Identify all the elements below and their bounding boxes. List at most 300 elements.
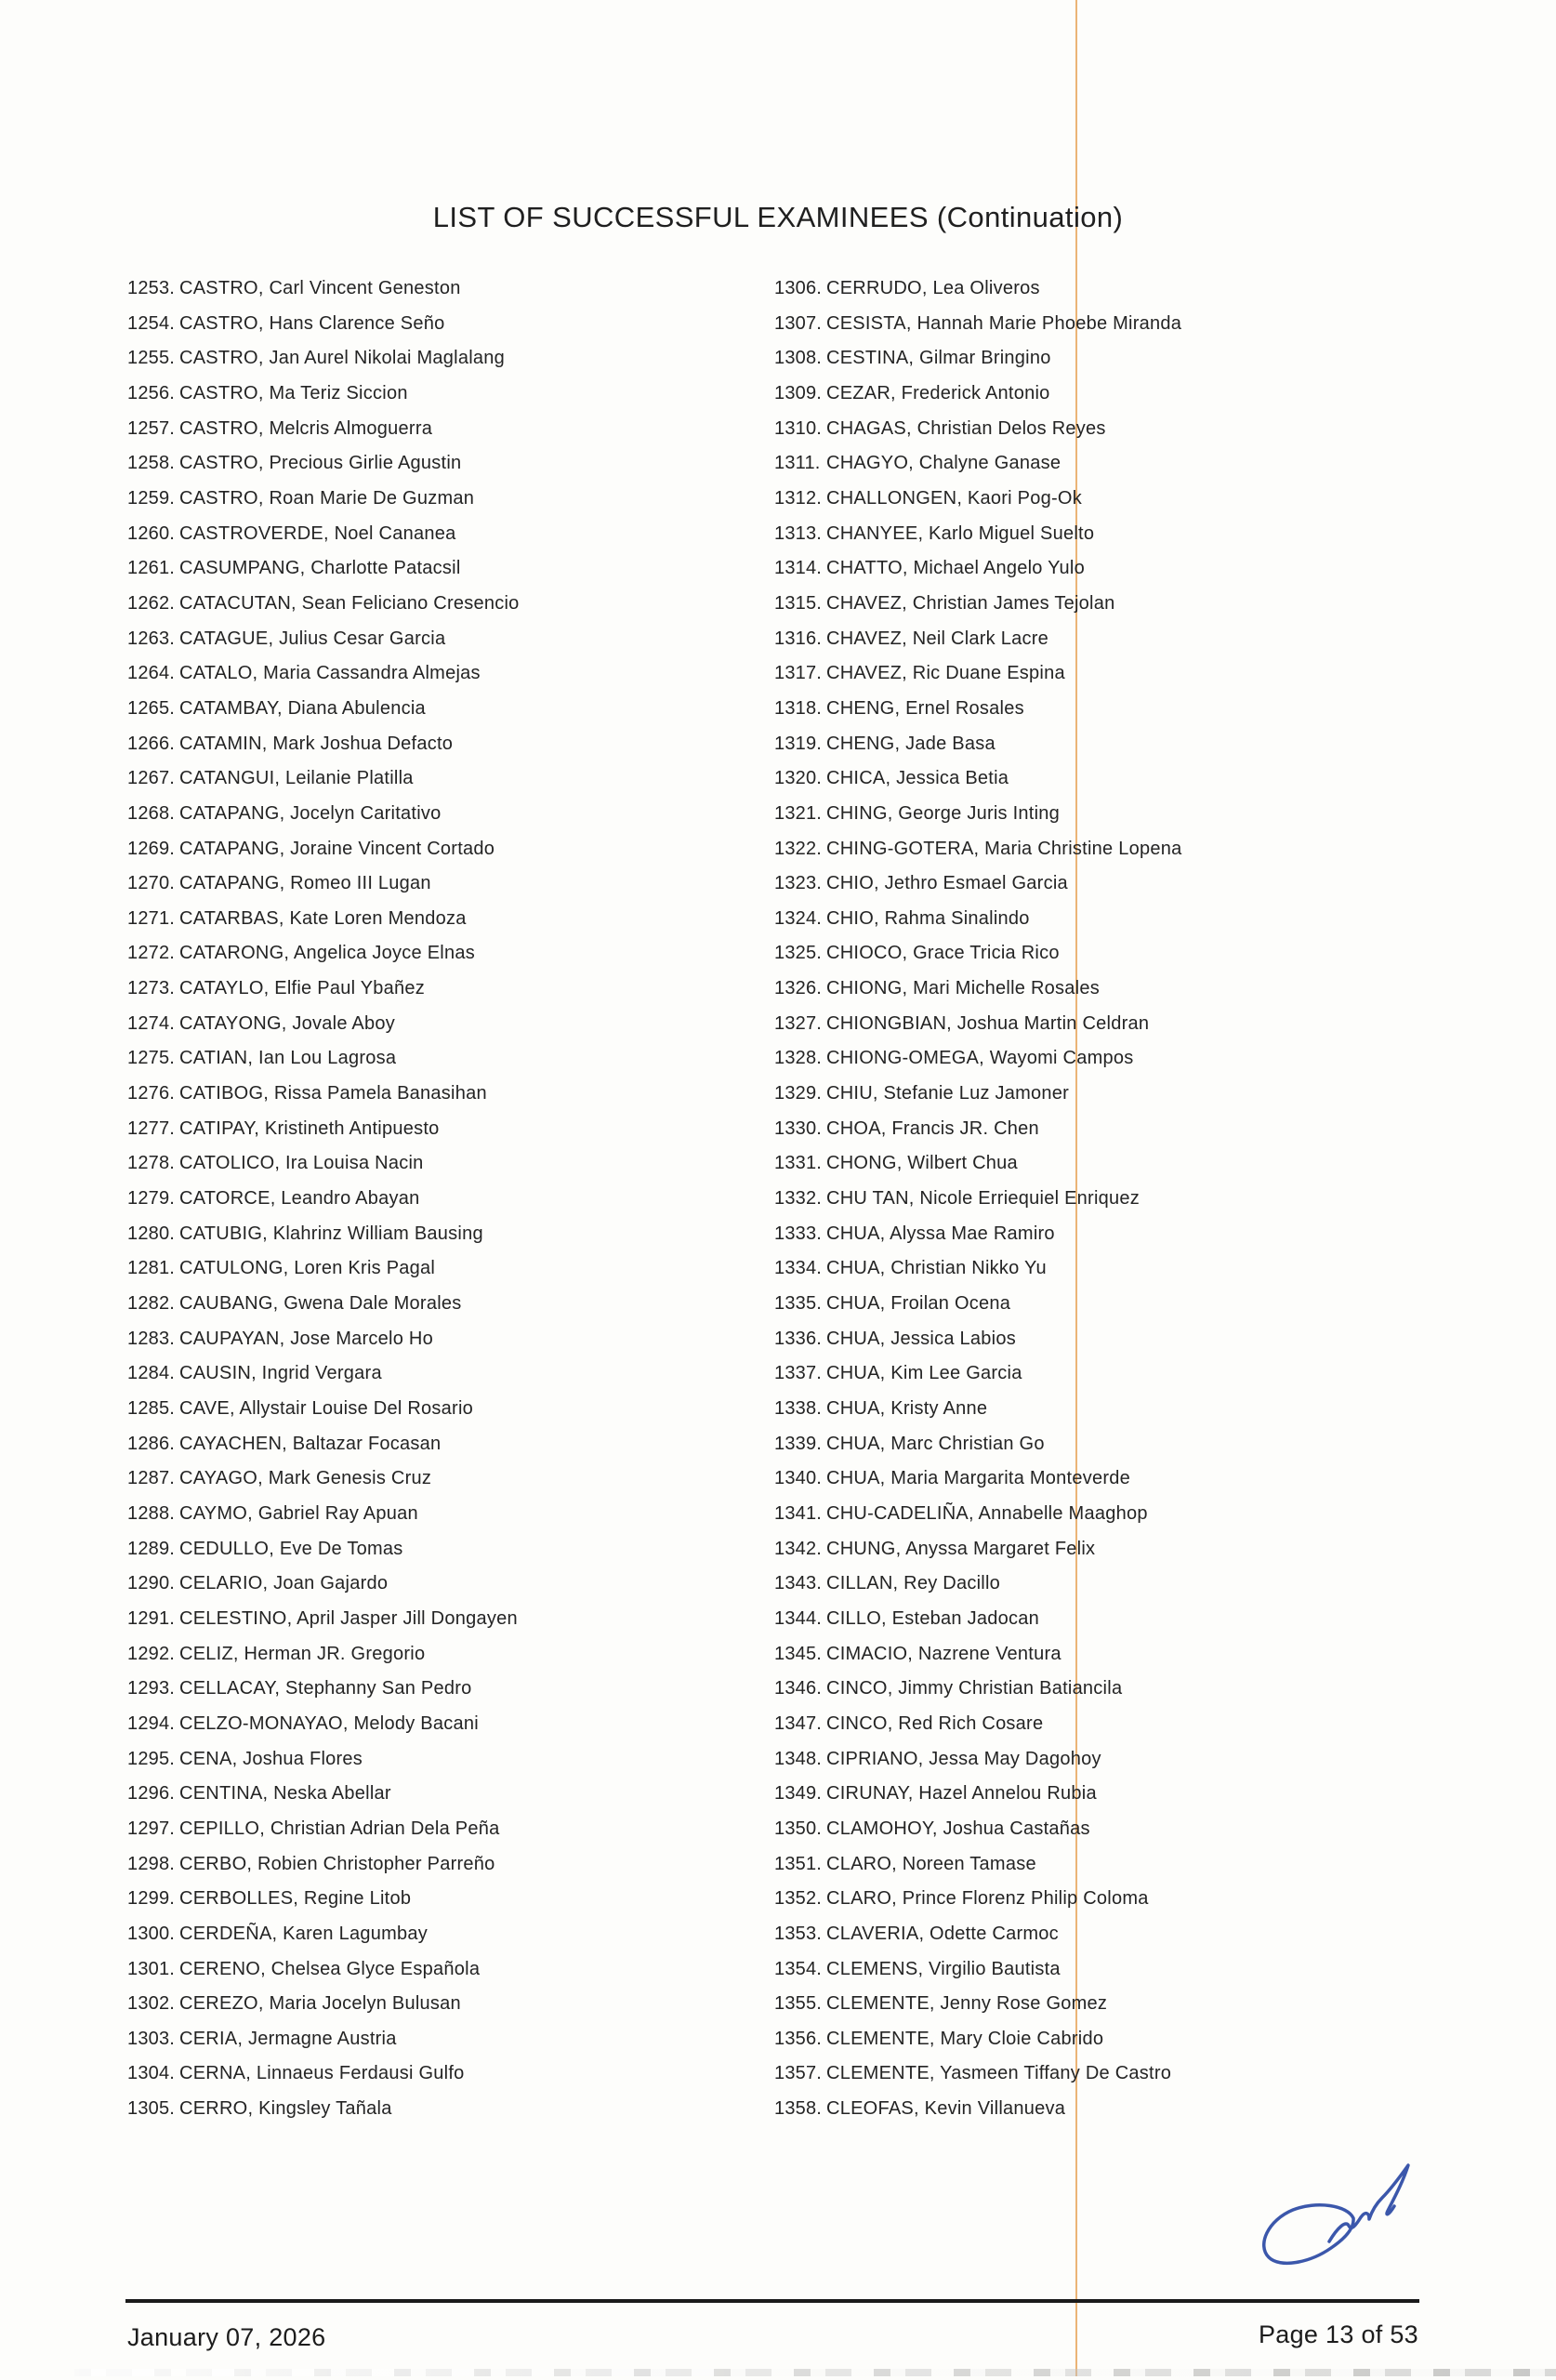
examinee-name: CHOA, Francis JR. Chen [826, 1117, 1039, 1139]
examinee-number: 1257. [127, 417, 176, 439]
examinee-row [127, 2092, 741, 2127]
examinee-number: 1260. [127, 522, 176, 544]
examinee-name: CINCO, Jimmy Christian Batiancila [826, 1678, 1123, 1699]
examinee-number: 1294. [127, 1712, 176, 1734]
examinee-list-left [127, 271, 741, 2127]
examinee-number: 1341. [774, 1502, 823, 1524]
examinee-name: CHUA, Kim Lee Garcia [826, 1363, 1022, 1384]
examinee-row [127, 271, 741, 307]
examinee-row [774, 341, 1481, 377]
examinee-number: 1342. [774, 1538, 823, 1559]
examinee-row [774, 1952, 1481, 1988]
examinee-number: 1253. [127, 278, 176, 298]
examinee-name: CATACUTAN, Sean Feliciano Cresencio [179, 592, 520, 614]
examinee-row [774, 622, 1481, 657]
examinee-number: 1288. [127, 1502, 176, 1524]
examinee-name: CAUSIN, Ingrid Vergara [179, 1363, 382, 1384]
examinee-number: 1347. [774, 1712, 823, 1734]
examinee-number: 1305. [127, 2098, 176, 2120]
examinee-name: CATAGUE, Julius Cesar Garcia [179, 628, 446, 649]
examinee-name: CHIO, Jethro Esmael Garcia [826, 873, 1068, 894]
examinee-row [774, 1917, 1481, 1952]
examinee-number: 1299. [127, 1888, 176, 1910]
examinee-name: CLEOFAS, Kevin Villanueva [826, 2098, 1066, 2120]
examinee-row [127, 412, 741, 447]
examinee-number: 1295. [127, 1748, 176, 1769]
examinee-name: CHING, George Juris Inting [826, 802, 1061, 824]
examinee-row [774, 1322, 1481, 1357]
examinee-name: CHUA, Alyssa Mae Ramiro [826, 1223, 1055, 1244]
examinee-row [127, 1917, 741, 1952]
examinee-number: 1316. [774, 628, 823, 649]
examinee-number: 1334. [774, 1258, 823, 1279]
examinee-number: 1331. [774, 1153, 823, 1174]
examinee-number: 1255. [127, 348, 176, 369]
examinee-name: CHIU, Stefanie Luz Jamoner [826, 1083, 1070, 1104]
examinee-row [774, 1602, 1481, 1637]
examinee-number: 1318. [774, 697, 823, 719]
examinee-name: CHAGYO, Chalyne Ganase [826, 453, 1062, 474]
examinee-number: 1293. [127, 1678, 176, 1699]
examinee-name: CATARONG, Angelica Joyce Elnas [179, 943, 475, 964]
examinee-name: CATIBOG, Rissa Pamela Banasihan [179, 1083, 487, 1104]
examinee-number: 1292. [127, 1643, 176, 1664]
examinee-name: CHONG, Wilbert Chua [826, 1153, 1018, 1174]
examinee-number: 1275. [127, 1048, 176, 1069]
examinee-name: CHENG, Jade Basa [826, 733, 996, 754]
examinee-number: 1324. [774, 907, 823, 929]
examinee-row [774, 1077, 1481, 1112]
examinee-row [127, 692, 741, 727]
examinee-number: 1256. [127, 382, 176, 403]
examinee-row [774, 1847, 1481, 1883]
examinee-row [127, 1182, 741, 1217]
examinee-number: 1289. [127, 1538, 176, 1559]
signature-stroke [1264, 2205, 1353, 2264]
examinee-name: CENA, Joshua Flores [179, 1748, 363, 1769]
examinee-name: CEDULLO, Eve De Tomas [179, 1538, 403, 1559]
examinee-name: CLEMENTE, Yasmeen Tiffany De Castro [826, 2063, 1172, 2084]
examinee-number: 1314. [774, 558, 823, 579]
examinee-row [774, 377, 1481, 412]
examinee-name: CATUBIG, Klahrinz William Bausing [179, 1223, 483, 1244]
signature-scribble [1257, 2159, 1419, 2284]
examinee-name: CHUA, Marc Christian Go [826, 1433, 1045, 1454]
examinee-name: CHIO, Rahma Sinalindo [826, 907, 1030, 929]
examinee-row [774, 1182, 1481, 1217]
examinee-name: CHU-CADELIÑA, Annabelle Maaghop [826, 1502, 1148, 1524]
examinee-name: CERIA, Jermagne Austria [179, 2028, 397, 2049]
examinee-row [774, 1812, 1481, 1847]
examinee-name: CHAVEZ, Neil Clark Lacre [826, 628, 1049, 649]
examinee-number: 1284. [127, 1363, 176, 1384]
examinee-number: 1283. [127, 1328, 176, 1349]
examinee-row [127, 517, 741, 552]
examinee-row [127, 1847, 741, 1883]
examinee-row [127, 1007, 741, 1042]
examinee-row [127, 1041, 741, 1077]
examinee-number: 1340. [774, 1468, 823, 1489]
examinee-row [774, 1882, 1481, 1917]
examinee-number: 1349. [774, 1783, 823, 1805]
examinee-name: CATIPAY, Kristineth Antipuesto [179, 1117, 440, 1139]
examinee-row [774, 902, 1481, 937]
examinee-row [774, 2056, 1481, 2092]
examinee-row [774, 692, 1481, 727]
examinee-row [127, 832, 741, 867]
examinee-number: 1261. [127, 558, 176, 579]
examinee-name: CILLO, Esteban Jadocan [826, 1607, 1039, 1629]
examinee-row [774, 517, 1481, 552]
examinee-row [774, 1497, 1481, 1532]
examinee-row [774, 1637, 1481, 1673]
examinee-name: CELARIO, Joan Gajardo [179, 1573, 389, 1594]
examinee-row [127, 1217, 741, 1252]
examinee-name: CELIZ, Herman JR. Gregorio [179, 1643, 426, 1664]
examinee-number: 1358. [774, 2098, 823, 2120]
examinee-row [774, 1112, 1481, 1147]
examinee-name: CASTRO, Ma Teriz Siccion [179, 382, 408, 403]
examinee-row [127, 587, 741, 622]
examinee-number: 1328. [774, 1048, 823, 1069]
examinee-row [127, 1112, 741, 1147]
examinee-name: CERBO, Robien Christopher Parreño [179, 1853, 495, 1874]
examinee-row [774, 1392, 1481, 1427]
examinee-row [774, 551, 1481, 587]
examinee-number: 1303. [127, 2028, 176, 2049]
examinee-name: CHENG, Ernel Rosales [826, 697, 1024, 719]
examinee-row [127, 1812, 741, 1847]
examinee-number: 1286. [127, 1433, 176, 1454]
examinee-name: CATANGUI, Leilanie Platilla [179, 768, 414, 789]
examinee-number: 1317. [774, 663, 823, 684]
examinee-row [774, 412, 1481, 447]
examinee-row [127, 972, 741, 1007]
examinee-row [774, 1777, 1481, 1812]
examinee-name: CAYMO, Gabriel Ray Apuan [179, 1502, 418, 1524]
examinee-number: 1353. [774, 1923, 823, 1944]
examinee-row [127, 797, 741, 832]
examinee-name: CHICA, Jessica Betia [826, 768, 1009, 789]
examinee-name: CAUBANG, Gwena Dale Morales [179, 1293, 462, 1315]
examinee-row [127, 1707, 741, 1742]
examinee-number: 1354. [774, 1958, 823, 1979]
examinee-number: 1321. [774, 802, 823, 824]
examinee-number: 1280. [127, 1223, 176, 1244]
examinee-name: CINCO, Red Rich Cosare [826, 1712, 1044, 1734]
examinee-name: CERDEÑA, Karen Lagumbay [179, 1923, 428, 1944]
examinee-number: 1277. [127, 1117, 176, 1139]
examinee-number: 1350. [774, 1818, 823, 1839]
examinee-number: 1265. [127, 697, 176, 719]
examinee-number: 1254. [127, 312, 176, 334]
examinee-number: 1332. [774, 1188, 823, 1210]
examinee-row [127, 1251, 741, 1287]
examinee-name: CERENO, Chelsea Glyce Española [179, 1958, 481, 1979]
examinee-number: 1308. [774, 348, 823, 369]
examinee-row [774, 727, 1481, 762]
examinee-number: 1297. [127, 1818, 176, 1839]
examinee-row [127, 1567, 741, 1602]
examinee-number: 1356. [774, 2028, 823, 2049]
examinee-name: CHUA, Maria Margarita Monteverde [826, 1468, 1130, 1489]
examinee-name: CHALLONGEN, Kaori Pog-Ok [826, 487, 1082, 509]
examinee-name: CAYACHEN, Baltazar Focasan [179, 1433, 442, 1454]
examinee-name: CLAVERIA, Odette Carmoc [826, 1923, 1059, 1944]
examinee-row [774, 482, 1481, 517]
examinee-row [127, 936, 741, 972]
examinee-name: CHUA, Jessica Labios [826, 1328, 1016, 1349]
examinee-number: 1351. [774, 1853, 823, 1874]
examinee-number: 1333. [774, 1223, 823, 1244]
examinee-number: 1290. [127, 1573, 176, 1594]
examinee-row [774, 1356, 1481, 1392]
examinee-name: CIMACIO, Nazrene Ventura [826, 1643, 1062, 1664]
examinee-name: CATIAN, Ian Lou Lagrosa [179, 1048, 397, 1069]
examinee-number: 1304. [127, 2063, 176, 2084]
examinee-number: 1276. [127, 1083, 176, 1104]
examinee-number: 1263. [127, 628, 176, 649]
examinee-row [127, 341, 741, 377]
examinee-number: 1298. [127, 1853, 176, 1874]
examinee-name: CERRUDO, Lea Oliveros [826, 278, 1040, 298]
examinee-name: CHUA, Christian Nikko Yu [826, 1258, 1047, 1279]
examinee-name: CLEMENTE, Jenny Rose Gomez [826, 1993, 1108, 2015]
examinee-number: 1335. [774, 1293, 823, 1315]
examinee-name: CASTROVERDE, Noel Cananea [179, 522, 456, 544]
examinee-name: CATOLICO, Ira Louisa Nacin [179, 1153, 424, 1174]
examinee-row [127, 307, 741, 342]
examinee-number: 1287. [127, 1468, 176, 1489]
examinee-name: CHIOCO, Grace Tricia Rico [826, 943, 1060, 964]
examinee-number: 1285. [127, 1398, 176, 1419]
examinee-row [774, 2022, 1481, 2057]
footer-page-number: Page 13 of 53 [1258, 2320, 1418, 2348]
examinee-number: 1325. [774, 943, 823, 964]
examinee-name: CASTRO, Precious Girlie Agustin [179, 453, 462, 474]
examinee-name: CHING-GOTERA, Maria Christine Lopena [826, 838, 1182, 859]
examinee-row [127, 1427, 741, 1462]
examinee-name: CHANYEE, Karlo Miguel Suelto [826, 522, 1095, 544]
examinee-row [127, 902, 741, 937]
examinee-number: 1330. [774, 1117, 823, 1139]
examinee-name: CHIONG, Mari Michelle Rosales [826, 978, 1100, 999]
examinee-number: 1266. [127, 733, 176, 754]
examinee-number: 1357. [774, 2063, 823, 2084]
examinee-row [127, 1077, 741, 1112]
examinee-row [127, 551, 741, 587]
examinee-name: CLEMENTE, Mary Cloie Cabrido [826, 2028, 1104, 2049]
examinee-row [774, 446, 1481, 482]
examinee-row [127, 2056, 741, 2092]
examinee-number: 1278. [127, 1153, 176, 1174]
examinee-number: 1264. [127, 663, 176, 684]
examinee-row [127, 1637, 741, 1673]
examinee-name: CELZO-MONAYAO, Melody Bacani [179, 1712, 479, 1734]
examinee-row [774, 587, 1481, 622]
examinee-number: 1270. [127, 873, 176, 894]
examinee-number: 1339. [774, 1433, 823, 1454]
examinee-row [127, 482, 741, 517]
examinee-row [774, 1532, 1481, 1567]
examinee-name: CELLACAY, Stephanny San Pedro [179, 1678, 472, 1699]
examinee-row [774, 797, 1481, 832]
examinee-name: CEREZO, Maria Jocelyn Bulusan [179, 1993, 461, 2015]
examinee-row [774, 1007, 1481, 1042]
examinee-row [774, 1987, 1481, 2022]
examinee-row [127, 1532, 741, 1567]
examinee-name: CLARO, Prince Florenz Philip Coloma [826, 1888, 1149, 1910]
examinee-name: CATORCE, Leandro Abayan [179, 1188, 420, 1210]
examinee-number: 1329. [774, 1083, 823, 1104]
examinee-name: CIPRIANO, Jessa May Dagohoy [826, 1748, 1101, 1769]
examinee-name: CILLAN, Rey Dacillo [826, 1573, 1001, 1594]
examinee-row [774, 656, 1481, 692]
examinee-row [774, 1041, 1481, 1077]
examinee-name: CHAVEZ, Christian James Tejolan [826, 592, 1115, 614]
examinee-row [774, 1461, 1481, 1497]
examinee-row [127, 622, 741, 657]
examinee-number: 1307. [774, 312, 823, 334]
examinee-number: 1327. [774, 1012, 823, 1034]
examinee-row [774, 307, 1481, 342]
examinee-number: 1343. [774, 1573, 823, 1594]
examinee-number: 1279. [127, 1188, 176, 1210]
examinee-name: CERNA, Linnaeus Ferdausi Gulfo [179, 2063, 465, 2084]
examinee-name: CLAMOHOY, Joshua Castañas [826, 1818, 1090, 1839]
examinee-row [127, 1882, 741, 1917]
examinee-row [127, 1287, 741, 1322]
examinee-number: 1323. [774, 873, 823, 894]
examinee-number: 1271. [127, 907, 176, 929]
examinee-row [774, 1672, 1481, 1707]
examinee-number: 1300. [127, 1923, 176, 1944]
examinee-name: CLARO, Noreen Tamase [826, 1853, 1036, 1874]
examinee-number: 1352. [774, 1888, 823, 1910]
examinee-name: CHUA, Froilan Ocena [826, 1293, 1011, 1315]
examinee-number: 1267. [127, 768, 176, 789]
examinee-row [127, 1777, 741, 1812]
examinee-row [127, 2022, 741, 2057]
examinee-row [127, 761, 741, 797]
examinee-number: 1322. [774, 838, 823, 859]
examinee-number: 1262. [127, 592, 176, 614]
examinee-row [127, 1392, 741, 1427]
examinee-row [127, 727, 741, 762]
examinee-number: 1326. [774, 978, 823, 999]
examinee-row [127, 1602, 741, 1637]
examinee-name: CHATTO, Michael Angelo Yulo [826, 558, 1085, 579]
examinee-name: CHUNG, Anyssa Margaret Felix [826, 1538, 1096, 1559]
examinee-name: CHAGAS, Christian Delos Reyes [826, 417, 1106, 439]
examinee-number: 1338. [774, 1398, 823, 1419]
examinee-name: CAVE, Allystair Louise Del Rosario [179, 1398, 474, 1419]
examinee-name: CATALO, Maria Cassandra Almejas [179, 663, 481, 684]
examinee-name: CASUMPANG, Charlotte Patacsil [179, 558, 461, 579]
examinee-row [127, 1356, 741, 1392]
examinee-list-right [774, 271, 1481, 2127]
examinee-row [127, 1672, 741, 1707]
examinee-row [127, 1952, 741, 1988]
examinee-name: CATAYONG, Jovale Aboy [179, 1012, 395, 1034]
examinee-number: 1309. [774, 382, 823, 403]
examinee-row [774, 1707, 1481, 1742]
examinee-number: 1301. [127, 1958, 176, 1979]
examinee-number: 1282. [127, 1293, 176, 1315]
examinee-name: CELESTINO, April Jasper Jill Dongayen [179, 1607, 518, 1629]
examinee-row [774, 972, 1481, 1007]
examinee-row [127, 1742, 741, 1778]
examinee-number: 1337. [774, 1363, 823, 1384]
examinee-row [774, 1217, 1481, 1252]
examinee-number: 1344. [774, 1607, 823, 1629]
examinee-name: CASTRO, Jan Aurel Nikolai Maglalang [179, 348, 506, 369]
examinee-name: CESTINA, Gilmar Bringino [826, 348, 1051, 369]
examinee-row [774, 1742, 1481, 1778]
examinee-number: 1291. [127, 1607, 176, 1629]
examinee-name: CAUPAYAN, Jose Marcelo Ho [179, 1328, 433, 1349]
examinee-row [774, 866, 1481, 902]
examinee-number: 1310. [774, 417, 823, 439]
examinee-row [774, 1287, 1481, 1322]
examinee-row [127, 1987, 741, 2022]
examinee-name: CERRO, Kingsley Tañala [179, 2098, 392, 2120]
examinee-row [774, 1427, 1481, 1462]
examinee-row [774, 936, 1481, 972]
examinee-name: CHU TAN, Nicole Erriequiel Enriquez [826, 1188, 1141, 1210]
examinee-row [127, 1146, 741, 1182]
examinee-number: 1336. [774, 1328, 823, 1349]
examinee-name: CENTINA, Neska Abellar [179, 1783, 391, 1805]
examinee-row [774, 271, 1481, 307]
examinee-row [127, 866, 741, 902]
examinee-name: CHIONG-OMEGA, Wayomi Campos [826, 1048, 1134, 1069]
examinee-name: CHUA, Kristy Anne [826, 1398, 988, 1419]
examinee-number: 1259. [127, 487, 176, 509]
examinee-number: 1258. [127, 453, 176, 474]
examinee-name: CAYAGO, Mark Genesis Cruz [179, 1468, 432, 1489]
examinee-number: 1315. [774, 592, 823, 614]
examinee-name: CESISTA, Hannah Marie Phoebe Miranda [826, 312, 1182, 334]
examinee-number: 1272. [127, 943, 176, 964]
examinee-name: CEZAR, Frederick Antonio [826, 382, 1050, 403]
examinee-number: 1313. [774, 522, 823, 544]
examinee-name: CATAMBAY, Diana Abulencia [179, 697, 426, 719]
examinee-row [127, 1461, 741, 1497]
examinee-number: 1274. [127, 1012, 176, 1034]
examinee-number: 1302. [127, 1993, 176, 2015]
examinee-name: CATAPANG, Joraine Vincent Cortado [179, 838, 495, 859]
examinee-name: CATAPANG, Romeo III Lugan [179, 873, 431, 894]
examinee-number: 1269. [127, 838, 176, 859]
examinee-number: 1345. [774, 1643, 823, 1664]
examinee-number: 1312. [774, 487, 823, 509]
examinee-row [774, 832, 1481, 867]
examinee-row [774, 761, 1481, 797]
scan-edge-artifact [74, 2369, 1556, 2376]
examinee-name: CERBOLLES, Regine Litob [179, 1888, 412, 1910]
examinee-name: CASTRO, Hans Clarence Seño [179, 312, 445, 334]
examinee-number: 1281. [127, 1258, 176, 1279]
examinee-name: CHIONGBIAN, Joshua Martin Celdran [826, 1012, 1150, 1034]
examinee-row [127, 446, 741, 482]
examinee-name: CASTRO, Carl Vincent Geneston [179, 278, 461, 298]
examinee-name: CLEMENS, Virgilio Bautista [826, 1958, 1061, 1979]
footer-date: January 07, 2026 [127, 2323, 326, 2351]
examinee-name: CATAMIN, Mark Joshua Defacto [179, 733, 454, 754]
examinee-row [127, 1497, 741, 1532]
examinee-row [127, 1322, 741, 1357]
